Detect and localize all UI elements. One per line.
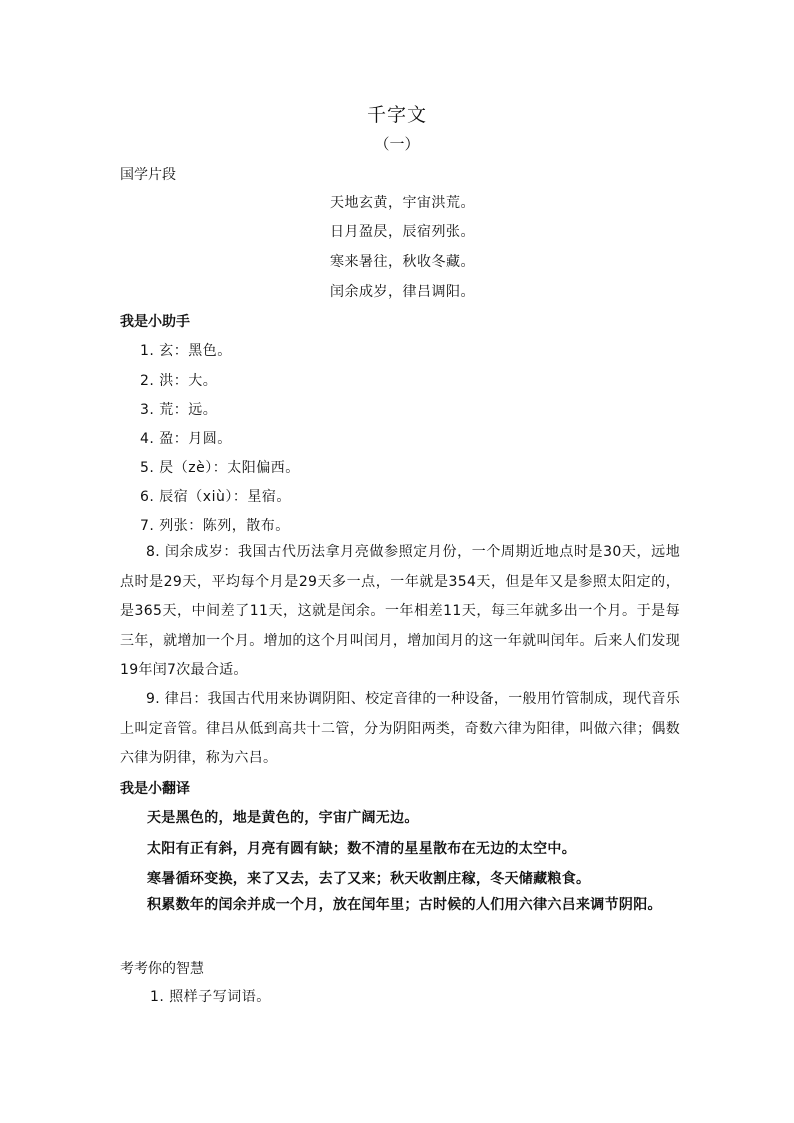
page-title: 千字文: [366, 104, 427, 126]
note-item: 5. 昃（zè）：太阳偏西。: [140, 460, 300, 476]
exercise-item: 1. 照样子写词语。: [150, 989, 271, 1005]
poem-line: 寒来暑往，秋收冬藏。: [330, 254, 475, 270]
poem-line: 闰余成岁，律吕调阳。: [330, 284, 475, 300]
note-item: 7. 列张：陈列，散布。: [140, 518, 290, 534]
page-subtitle: （一）: [374, 135, 420, 153]
translation-line: 寒暑循环变换，来了又去，去了又来；秋天收割庄稼，冬天储藏粮食。: [147, 871, 591, 887]
section-translate-heading: 我是小翻译: [120, 781, 190, 797]
translation-line: 太阳有正有斜，月亮有圆有缺；数不清的星星散布在无边的太空中。: [147, 841, 576, 857]
section-guoxue-heading: 国学片段: [120, 167, 176, 183]
section-helper-heading: 我是小助手: [120, 314, 190, 330]
poem-line: 日月盈昃，辰宿列张。: [330, 224, 475, 240]
note-item: 3. 荒：远。: [140, 402, 218, 418]
note-item-9: 9. 律吕：我国古代用来协调阴阳、校定音律的一种设备，一般用竹管制成，现代音乐上叫定音管。律吕从低到高共十二管，分为阴阳两类，奇数六律为阳律，叫做六律；偶数六律为阴律，称为六吕。: [120, 691, 680, 766]
note-item-8: 8. 闰余成岁：我国古代历法拿月亮做参照定月份，一个周期近地点时是30天，远地点时是29天，平均每个月是29天多一点，一年就是354天，但是年又是参照太阳定的，是365天，中间差了11天，这就是闰余。一年相差11天，每三年就多出一个月。于是每三年，就增加一个月。增加的这个月叫闰月，增加闰月的这一年就叫闰年。后来人们发现19年闰7次最合适。: [120, 544, 680, 678]
translation-line: 积累数年的闰余并成一个月，放在闰年里；古时候的人们用六律六吕来调节阴阳。: [147, 897, 662, 913]
section-wisdom-heading: 考考你的智慧: [120, 961, 204, 977]
poem-line: 天地玄黄，宇宙洪荒。: [330, 195, 475, 211]
note-item: 4. 盈：月圆。: [140, 431, 232, 447]
note-item: 1. 玄：黑色。: [140, 343, 232, 359]
note-item: 2. 洪：大。: [140, 373, 218, 389]
translation-line: 天是黑色的，地是黄色的，宇宙广阔无边。: [147, 810, 419, 826]
note-item: 6. 辰宿（xiù）：星宿。: [140, 489, 291, 505]
